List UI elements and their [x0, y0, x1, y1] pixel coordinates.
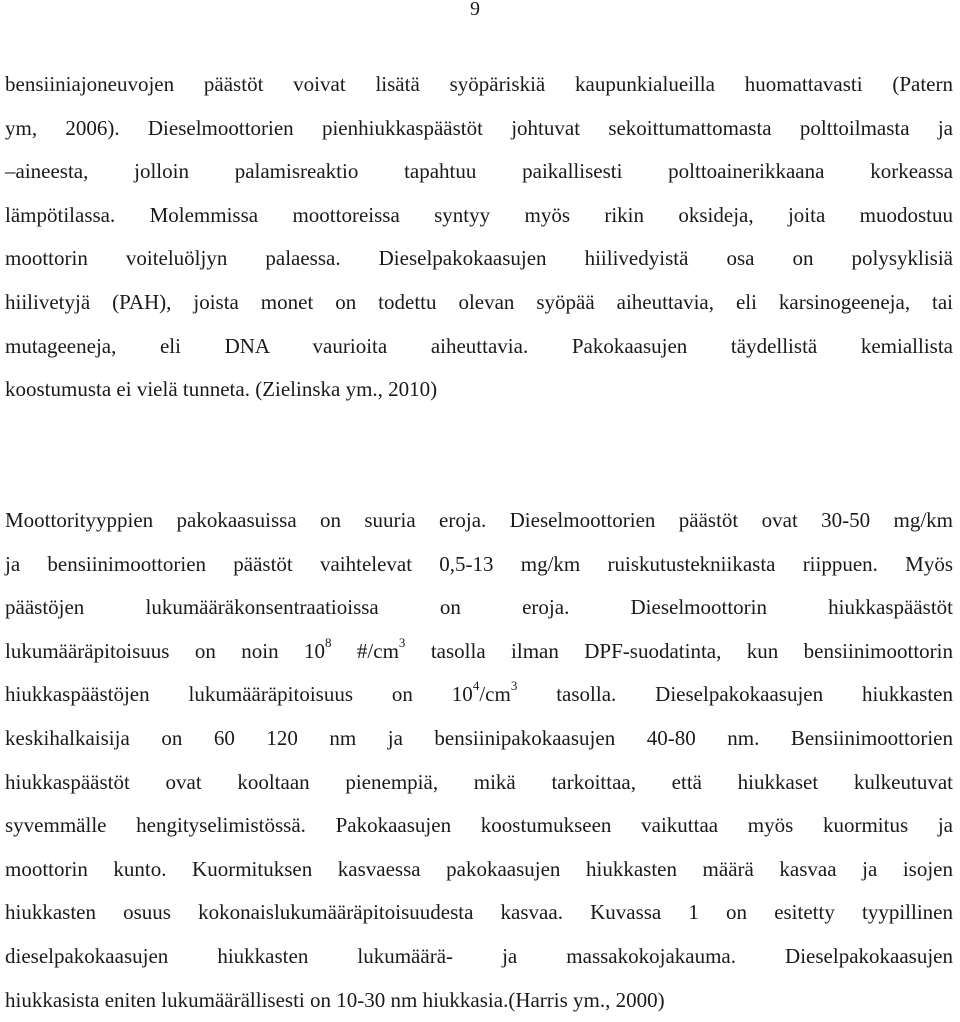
paragraph-1: [5, 63, 953, 412]
text-line: koostumusta ei vielä tunneta. (Zielinska ym., 2010): [5, 377, 438, 402]
text-line: päästöjen lukumääräkonsentraatioissa on eroja. Dieselmoottorin hiukkaspäästöt: [5, 595, 953, 620]
superscript-exponent: 3: [398, 634, 406, 650]
text-line: –aineesta, jolloin palamisreaktio tapahtuu paikallisesti polttoainerikkaana korkeassa: [5, 159, 953, 184]
text-segment: hiukkaspäästöjen lukumääräpitoisuus on 10: [5, 682, 473, 707]
text-line: syvemmälle hengityselimistössä. Pakokaasujen koostumukseen vaikuttaa myös kuormitus ja: [5, 813, 953, 838]
superscript-exponent: 3: [510, 678, 518, 694]
text-line: hiukkasista eniten lukumäärällisesti on 10-30 nm hiukkasia.(Harris ym., 2000): [5, 987, 665, 1012]
text-line-with-superscripts: [5, 673, 953, 717]
text-line: mutageeneja, eli DNA vaurioita aiheuttavia. Pakokaasujen täydellistä kemiallista: [5, 333, 953, 358]
text-line: hiukkaspäästöt ovat kooltaan pienempiä, mikä tarkoittaa, että hiukkaset kulkeutuvat: [5, 769, 953, 794]
text-segment: #/cm: [331, 638, 399, 663]
text-line: moottorin kunto. Kuormituksen kasvaessa pakokaasujen hiukkasten määrä kasvaa ja isojen: [5, 856, 953, 881]
superscript-exponent: 4: [472, 678, 480, 694]
page-number: 9: [470, 0, 480, 20]
text-line: ym, 2006). Dieselmoottorien pienhiukkaspäästöt johtuvat sekoittumattomasta polttoilmasta ja: [5, 115, 953, 140]
superscript-exponent: 8: [325, 634, 332, 650]
text-segment: tasolla. Dieselpakokaasujen hiukkasten: [517, 682, 953, 707]
text-segment: lukumääräpitoisuus on noin 10: [5, 638, 326, 663]
text-segment: tasolla ilman DPF-suodatinta, kun bensiinimoottorin: [405, 638, 953, 663]
text-line: Moottorityyppien pakokaasuissa on suuria eroja. Dieselmoottorien päästöt ovat 30-50 mg/km: [5, 508, 953, 532]
text-segment: /cm: [479, 682, 511, 707]
text-line: ja bensiinimoottorien päästöt vaihtelevat 0,5-13 mg/km ruiskutustekniikasta riippuen. Myös: [5, 551, 953, 576]
text-line: hiilivetyjä (PAH), joista monet on todettu olevan syöpää aiheuttavia, eli karsinogeeneja, tai: [5, 289, 953, 314]
text-line: bensiiniajoneuvojen päästöt voivat lisätä syöpäriskiä kaupunkialueilla huomattavasti (Patern: [5, 72, 953, 96]
text-line: moottorin voiteluöljyn palaessa. Dieselpakokaasujen hiilivedyistä osa on polysyklisiä: [5, 246, 953, 271]
text-line: dieselpakokaasujen hiukkasten lukumäärä- ja massakokojakauma. Dieselpakokaasujen: [5, 943, 953, 968]
text-line: hiukkasten osuus kokonaislukumääräpitoisuudesta kasvaa. Kuvassa 1 on esitetty tyypillinen: [5, 900, 953, 925]
text-line-with-superscripts: [5, 630, 953, 674]
text-line: keskihalkaisija on 60 120 nm ja bensiinipakokaasujen 40-80 nm. Bensiinimoottorien: [5, 725, 953, 750]
text-line: lämpötilassa. Molemmissa moottoreissa syntyy myös rikin oksideja, joita muodostuu: [5, 202, 953, 227]
paragraph-2: [5, 499, 953, 1022]
